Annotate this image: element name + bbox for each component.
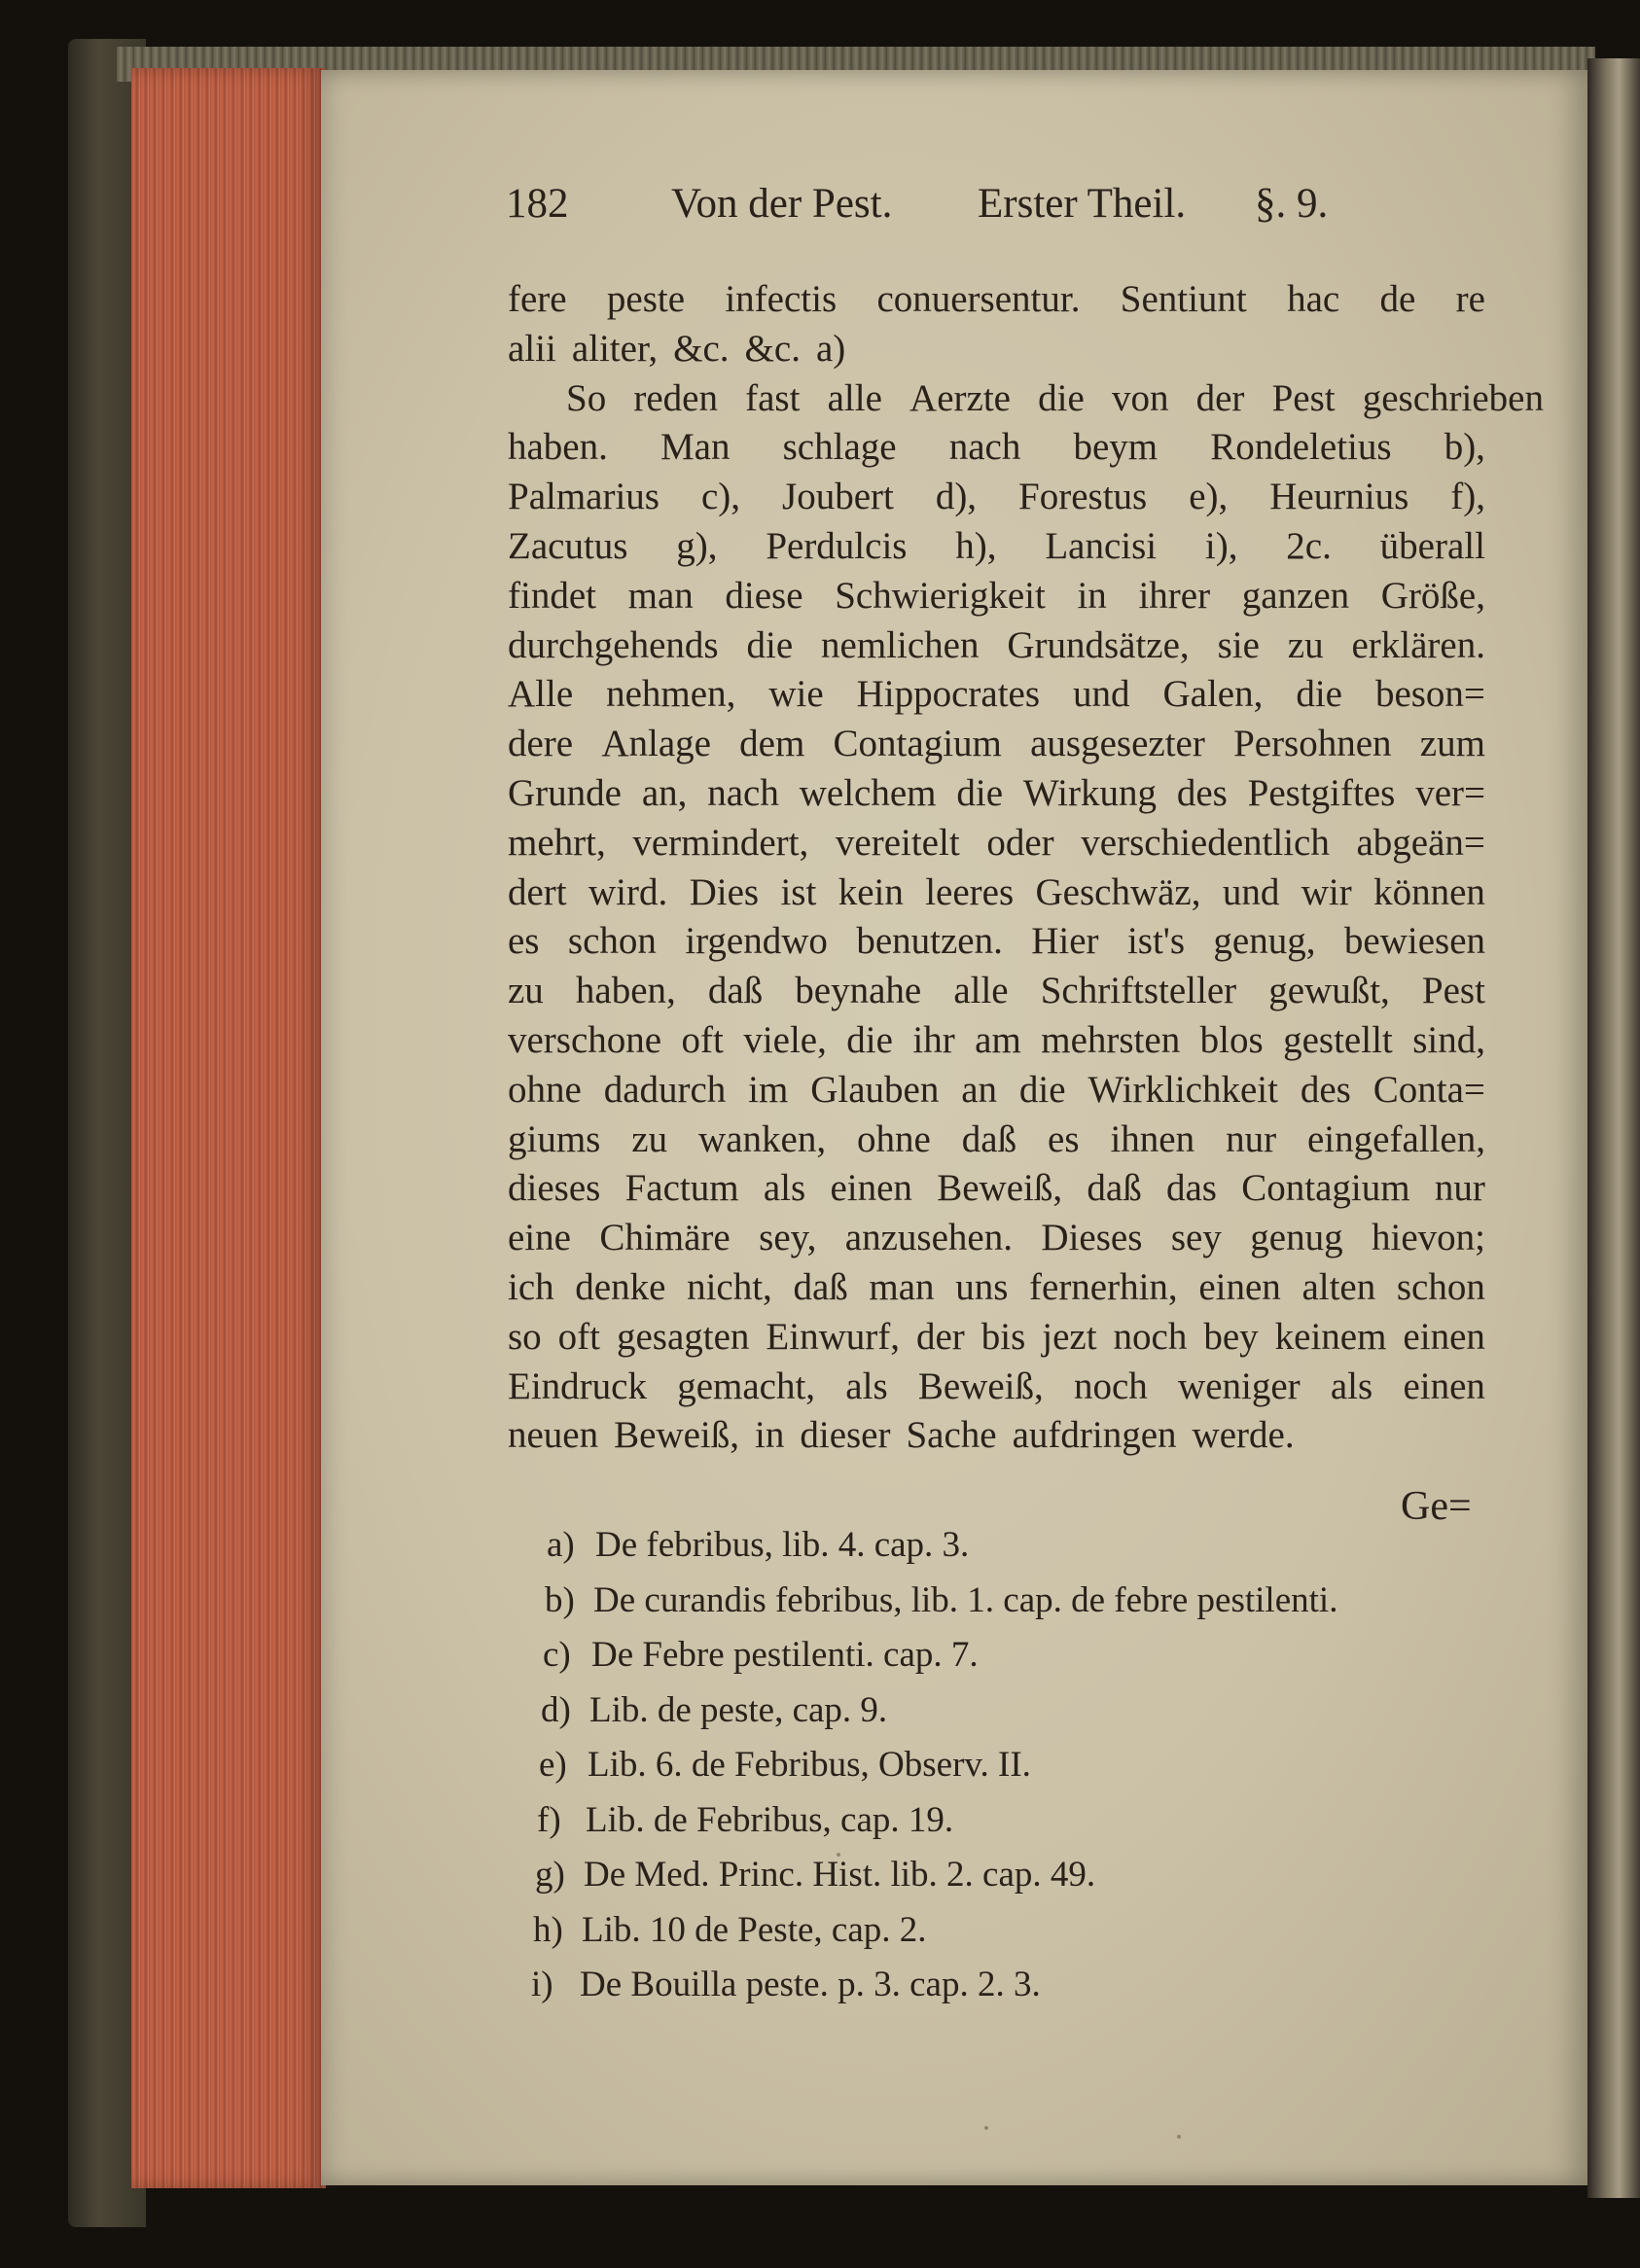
body-word: a): [815, 327, 846, 370]
body-word: Geschwäz,: [1035, 870, 1201, 913]
body-word: zu: [1287, 623, 1324, 666]
body-word: der: [1195, 376, 1245, 419]
footnote-label: f): [537, 1799, 561, 1840]
body-word: Beweiß,: [614, 1414, 740, 1457]
body-line: [508, 821, 1485, 866]
body-word: an,: [641, 772, 688, 814]
body-word: wie: [768, 673, 824, 716]
body-word: hievon;: [1372, 1217, 1485, 1259]
body-word: als: [845, 1364, 888, 1407]
body-word: dem: [739, 723, 805, 765]
body-word: Alle: [508, 673, 574, 716]
body-word: genug,: [1213, 920, 1316, 963]
footnote: [543, 1632, 979, 1679]
body-word: daß: [1087, 1167, 1142, 1210]
footnote: [537, 1797, 953, 1844]
body-word: geschrieben: [1362, 376, 1544, 419]
body-word: schon: [1396, 1266, 1485, 1308]
body-line: [508, 277, 1485, 322]
body-word: durchgehends: [508, 623, 719, 666]
body-word: oder: [986, 821, 1054, 864]
body-word: dieses: [508, 1167, 601, 1210]
body-word: &c.: [673, 327, 730, 370]
body-word: die: [846, 1019, 893, 1061]
footnote-text: Lib. de peste, cap. 9.: [589, 1689, 888, 1730]
footnote-label: i): [531, 1965, 553, 2004]
body-word: einen: [1403, 1364, 1485, 1407]
body-word: ohne: [857, 1117, 931, 1160]
body-word: zu: [631, 1117, 668, 1160]
body-word: d),: [935, 476, 978, 518]
body-word: diese: [725, 574, 803, 617]
footnote-label: c): [543, 1635, 571, 1675]
footnote-label: b): [545, 1579, 575, 1620]
body-word: conuersentur.: [876, 278, 1081, 320]
body-word: irgendwo: [685, 920, 828, 963]
body-word: alten: [1301, 1266, 1376, 1308]
footnote-label: a): [547, 1525, 575, 1565]
footnote-text: Lib. 6. de Febribus, Observ. II.: [588, 1745, 1031, 1785]
body-word: in: [755, 1414, 785, 1457]
body-word: Conta=: [1373, 1068, 1485, 1111]
body-word: Eindruck: [508, 1364, 647, 1407]
footnote-text: Lib. de Febribus, cap. 19.: [586, 1799, 954, 1840]
body-line: [508, 1068, 1485, 1113]
body-word: Chimäre: [599, 1217, 731, 1259]
body-word: nach: [948, 426, 1021, 469]
body-word: keinem: [1274, 1315, 1387, 1358]
footnote-text: De Febre pestilenti. cap. 7.: [591, 1635, 979, 1675]
body-word: eine: [508, 1217, 571, 1259]
body-word: h),: [955, 525, 997, 567]
body-word: Forestus: [1018, 476, 1148, 518]
body-word: Perdulcis: [766, 525, 908, 567]
body-word: oft: [557, 1315, 600, 1358]
body-word: schon: [567, 920, 657, 963]
body-word: bis: [980, 1315, 1026, 1358]
body-word: Sentiunt: [1120, 278, 1247, 320]
body-word: und: [1073, 673, 1130, 716]
body-line: [508, 672, 1485, 717]
body-word: Heurnius: [1269, 476, 1409, 518]
body-word: dert: [508, 870, 567, 913]
body-word: nicht,: [687, 1266, 772, 1308]
body-word: denke: [575, 1266, 666, 1308]
body-word: Dieses: [1041, 1217, 1143, 1259]
body-word: daß: [793, 1266, 848, 1308]
body-word: Schwierigkeit: [835, 574, 1046, 617]
body-line: [508, 870, 1485, 915]
body-line: [508, 919, 1485, 964]
body-word: Palmarius: [508, 476, 660, 518]
footnote-text: De curandis febribus, lib. 1. cap. de febre pestilenti.: [593, 1579, 1338, 1620]
footnote: [545, 1577, 1337, 1624]
body-line: [508, 376, 1544, 421]
body-word: anzusehen.: [844, 1217, 1013, 1259]
body-word: Joubert: [782, 476, 894, 518]
body-word: bewiesen: [1343, 920, 1485, 963]
body-word: aliter,: [571, 327, 659, 370]
body-line: [508, 1364, 1485, 1409]
body-word: am: [975, 1019, 1021, 1061]
footnote: [531, 1962, 1041, 2008]
body-word: an: [961, 1068, 998, 1111]
footnote-label: h): [533, 1909, 563, 1950]
body-word: Wirkung: [1022, 772, 1157, 814]
body-word: e),: [1189, 476, 1229, 518]
footnote-label: d): [541, 1689, 571, 1730]
body-word: die: [746, 623, 794, 666]
body-word: nemlichen: [821, 623, 980, 666]
body-word: sey,: [759, 1217, 817, 1259]
body-word: benutzen.: [856, 920, 1003, 963]
body-word: haben,: [575, 970, 676, 1012]
body-word: Grundsätze,: [1007, 623, 1190, 666]
page-number: 182: [506, 181, 569, 227]
body-line: [508, 425, 1485, 470]
body-word: gewußt,: [1268, 970, 1390, 1012]
body-word: hac: [1287, 278, 1340, 320]
body-word: zu: [508, 970, 544, 1012]
body-word: eingefallen,: [1307, 1117, 1485, 1160]
body-word: f),: [1450, 476, 1485, 518]
body-line: [508, 1166, 1485, 1211]
body-word: des: [1300, 1068, 1351, 1111]
body-word: gestellt: [1283, 1019, 1393, 1061]
body-word: So: [566, 376, 607, 419]
body-word: Grunde: [508, 772, 622, 814]
body-word: mehrsten: [1041, 1019, 1181, 1061]
body-line: [508, 1018, 1485, 1063]
body-word: ist: [780, 870, 817, 913]
body-word: i),: [1204, 525, 1238, 567]
body-word: oft: [681, 1019, 724, 1061]
body-word: peste: [606, 278, 686, 320]
body-word: Größe,: [1380, 574, 1485, 617]
body-word: mehrt,: [508, 821, 606, 864]
body-word: sey: [1170, 1217, 1222, 1259]
body-word: werde.: [1192, 1414, 1295, 1457]
body-line: [508, 524, 1485, 569]
footnote-label: e): [539, 1745, 567, 1785]
body-word: die: [956, 772, 1004, 814]
body-word: fast: [745, 376, 801, 419]
body-word: giums: [508, 1117, 601, 1160]
body-word: überall: [1379, 525, 1485, 567]
body-word: fere: [508, 278, 567, 320]
body-word: ihrer: [1138, 574, 1211, 617]
body-word: alle: [827, 376, 882, 419]
body-word: Factum: [624, 1167, 739, 1210]
body-word: man: [627, 574, 694, 617]
footnote: [547, 1522, 969, 1569]
body-word: nur: [1434, 1167, 1485, 1210]
body-word: Pestgiftes: [1247, 772, 1396, 814]
body-word: einen: [1198, 1266, 1281, 1308]
body-line: [508, 771, 1485, 816]
body-word: ihr: [912, 1019, 955, 1061]
body-word: jezt: [1042, 1315, 1097, 1358]
body-word: so: [508, 1315, 542, 1358]
body-word: &c.: [744, 327, 801, 370]
paper-speck: [1177, 2135, 1181, 2139]
running-title: Von der Pest.: [671, 181, 893, 227]
body-line: [508, 1265, 1485, 1310]
body-word: Aerzte: [909, 376, 1011, 419]
body-word: zum: [1419, 723, 1485, 765]
body-word: de: [1379, 278, 1416, 320]
body-word: schlage: [782, 426, 897, 469]
body-line: [508, 1315, 1485, 1360]
body-word: ich: [508, 1266, 554, 1308]
body-word: Pest: [1421, 970, 1485, 1012]
body-word: nach: [707, 772, 779, 814]
body-word: ihnen: [1110, 1117, 1195, 1160]
body-word: die: [1296, 673, 1342, 716]
body-word: einen: [1403, 1315, 1485, 1358]
body-line: [508, 969, 1485, 1013]
body-word: b),: [1444, 426, 1485, 469]
footnote-text: De Bouilla peste. p. 3. cap. 2. 3.: [580, 1965, 1041, 2004]
body-word: reden: [633, 376, 718, 419]
body-word: Hippocrates: [856, 673, 1041, 716]
running-header: [506, 180, 1362, 234]
body-word: es: [508, 920, 540, 963]
body-word: bey: [1203, 1315, 1259, 1358]
page-block-edge: [131, 68, 326, 2188]
body-word: ist's: [1126, 920, 1186, 963]
body-line: [508, 1216, 1485, 1260]
body-word: Glauben: [810, 1068, 940, 1111]
body-word: Wirklichkeit: [1087, 1068, 1278, 1111]
body-word: ganzen: [1241, 574, 1350, 617]
body-word: ohne: [508, 1068, 582, 1111]
body-word: gemacht,: [677, 1364, 816, 1407]
footnote-label: g): [535, 1855, 565, 1895]
body-word: alle: [953, 970, 1009, 1012]
body-word: erklären.: [1351, 623, 1485, 666]
footnote: [535, 1852, 1095, 1898]
body-line: [508, 722, 1485, 766]
body-word: wir: [1301, 870, 1352, 913]
footnote: [539, 1742, 1031, 1789]
body-word: aufdringen: [1012, 1414, 1177, 1457]
body-word: nehmen,: [606, 673, 736, 716]
body-word: das: [1165, 1167, 1217, 1210]
body-word: im: [748, 1068, 789, 1111]
body-word: re: [1455, 278, 1485, 320]
body-line: [508, 1413, 1485, 1458]
body-word: dere: [508, 723, 574, 765]
body-word: noch: [1113, 1315, 1188, 1358]
body-word: leeres: [925, 870, 1015, 913]
body-word: infectis: [725, 278, 838, 320]
body-word: man: [869, 1266, 935, 1308]
body-word: Galen,: [1162, 673, 1264, 716]
paper-speck: [984, 2126, 988, 2130]
body-word: Schriftsteller: [1040, 970, 1237, 1012]
body-word: uns: [955, 1266, 1009, 1308]
body-word: daß: [961, 1117, 1017, 1160]
body-word: Contagium: [833, 723, 1002, 765]
body-word: blos: [1199, 1019, 1264, 1061]
body-word: einen: [830, 1167, 912, 1210]
body-word: Rondeletius: [1210, 426, 1392, 469]
body-word: wird.: [588, 870, 668, 913]
footnote: [541, 1687, 887, 1734]
body-word: sind,: [1412, 1019, 1485, 1061]
body-line: [508, 1117, 1485, 1162]
body-word: können: [1373, 870, 1485, 913]
body-word: es: [1048, 1117, 1080, 1160]
body-word: Einwurf,: [766, 1315, 900, 1358]
body-word: 2c.: [1286, 525, 1332, 567]
catchword: Ge=: [1401, 1484, 1472, 1529]
body-line: [508, 475, 1485, 519]
body-word: nur: [1226, 1117, 1277, 1160]
section-number: §. 9.: [1255, 181, 1329, 227]
body-word: findet: [508, 574, 596, 617]
body-word: verschone: [508, 1019, 662, 1061]
body-word: der: [915, 1315, 965, 1358]
body-word: Contagium: [1241, 1167, 1410, 1210]
body-word: ver=: [1415, 772, 1485, 814]
body-word: als: [1330, 1364, 1373, 1407]
body-line: [508, 623, 1485, 668]
body-word: Beweiß,: [937, 1167, 1063, 1210]
body-word: Anlage: [601, 723, 711, 765]
part-title: Erster Theil.: [978, 181, 1187, 227]
body-word: beynahe: [795, 970, 922, 1012]
body-word: neuen: [508, 1414, 599, 1457]
body-word: daß: [707, 970, 764, 1012]
body-word: als: [763, 1167, 806, 1210]
body-word: fernerhin,: [1029, 1266, 1178, 1308]
body-word: wanken,: [698, 1117, 827, 1160]
body-word: welchem: [799, 772, 937, 814]
body-word: Beweiß,: [917, 1364, 1044, 1407]
body-word: Pest: [1271, 376, 1336, 419]
body-word: dadurch: [603, 1068, 727, 1111]
body-word: in: [1077, 574, 1107, 617]
body-word: die: [1018, 1068, 1066, 1111]
body-word: ausgesezter: [1030, 723, 1205, 765]
body-word: c),: [700, 476, 741, 518]
body-word: Hier: [1031, 920, 1099, 963]
body-word: vermindert,: [632, 821, 809, 864]
body-word: von: [1111, 376, 1169, 419]
body-line: [508, 327, 1485, 372]
body-word: sie: [1217, 623, 1260, 666]
footnote-text: De Med. Princ. Hist. lib. 2. cap. 49.: [584, 1855, 1096, 1895]
body-word: beym: [1073, 426, 1159, 469]
body-line: [508, 574, 1485, 619]
body-word: des: [1176, 772, 1228, 814]
body-word: viele,: [743, 1019, 827, 1061]
body-word: Dies: [689, 870, 760, 913]
footnote: [533, 1907, 927, 1954]
footnote-text: Lib. 10 de Peste, cap. 2.: [582, 1909, 927, 1950]
body-word: und: [1222, 870, 1280, 913]
body-word: dieser: [800, 1414, 891, 1457]
body-word: die: [1038, 376, 1085, 419]
body-word: genug: [1250, 1217, 1343, 1259]
body-word: weniger: [1178, 1364, 1301, 1407]
body-word: Sache: [906, 1414, 997, 1457]
body-word: beson=: [1374, 673, 1485, 716]
body-word: Zacutus: [508, 525, 628, 567]
body-word: alii: [508, 327, 556, 370]
body-word: Man: [660, 426, 731, 469]
body-word: kein: [838, 870, 904, 913]
body-word: abgeän=: [1356, 821, 1485, 864]
body-word: Persohnen: [1233, 723, 1392, 765]
body-word: verschiedentlich: [1081, 821, 1330, 864]
body-word: gesagten: [616, 1315, 750, 1358]
body-word: vereitelt: [835, 821, 960, 864]
footnote-text: De febribus, lib. 4. cap. 3.: [595, 1525, 970, 1565]
body-word: Lancisi: [1045, 525, 1158, 567]
book-gutter: [1587, 58, 1640, 2198]
body-word: noch: [1073, 1364, 1148, 1407]
body-word: haben.: [508, 426, 608, 469]
body-word: g),: [676, 525, 718, 567]
